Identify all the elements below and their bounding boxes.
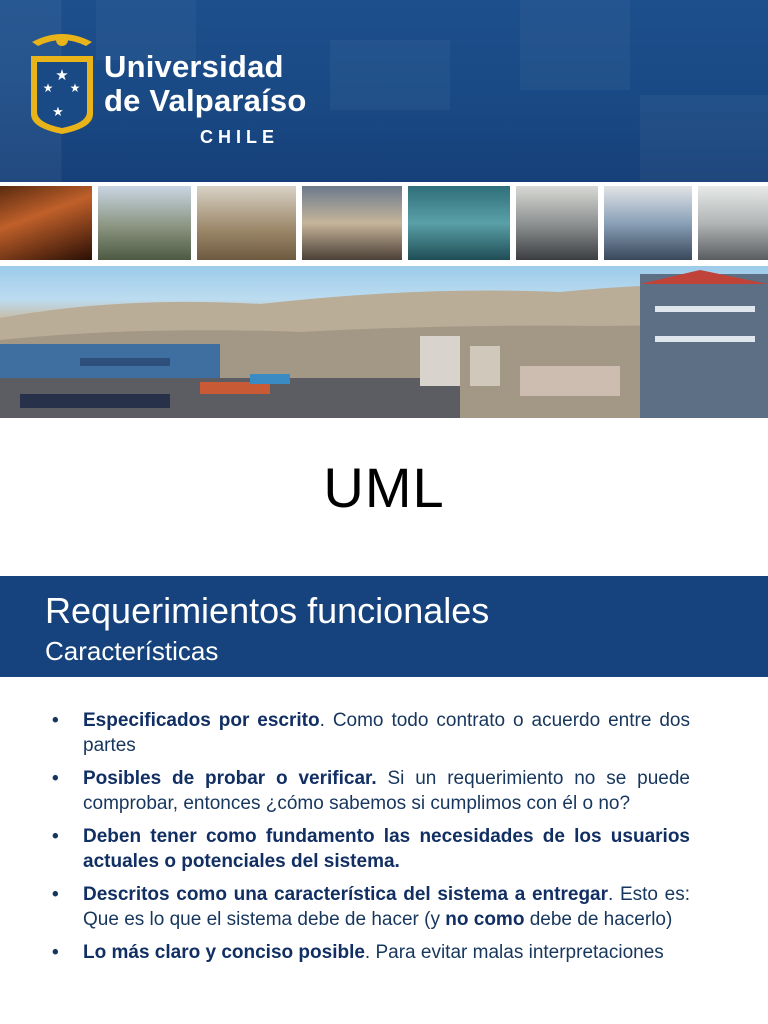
header-texture-tile: [330, 40, 450, 110]
bullet-marker: •: [52, 942, 59, 963]
valparaiso-panorama-image: [0, 266, 768, 418]
svg-text:★: ★: [69, 81, 81, 95]
bullet-bold-text: Especificados por escrito: [83, 710, 320, 731]
photo-laboratory: [698, 186, 768, 260]
logo-text-universidad: Universidad: [104, 49, 284, 84]
bullet-item: [52, 708, 690, 758]
bullet-text: debe de hacerlo): [524, 909, 673, 930]
bullet-text: . Para evitar malas interpretaciones: [364, 942, 664, 963]
bullet-bold-text: Deben tener como fundamento las necesidades de los usuarios actuales o potenciales del sistema.: [83, 826, 690, 872]
photo-theatre: [0, 186, 92, 260]
bullet-marker: •: [52, 826, 59, 847]
logo-text-chile: CHILE: [200, 127, 279, 147]
bullet-marker: •: [52, 710, 59, 731]
photo-strip: [0, 182, 768, 264]
bullet-bold-text: no como: [445, 909, 525, 930]
header-texture-tile: [520, 0, 630, 90]
photo-film-crew: [516, 186, 598, 260]
university-crest-icon: [28, 28, 96, 136]
bullet-bold-text: Lo más claro y conciso posible: [83, 942, 365, 963]
bullet-marker: •: [52, 884, 59, 905]
bullet-item: [52, 766, 690, 816]
photo-surgery: [408, 186, 510, 260]
bullet-marker: •: [52, 768, 59, 789]
bullet-bold-text: Posibles de probar o verificar.: [83, 768, 377, 789]
svg-text:★: ★: [52, 104, 64, 119]
svg-text:★: ★: [42, 81, 54, 95]
bullet-item: [52, 882, 690, 932]
bullet-item: [52, 824, 690, 874]
svg-text:★: ★: [55, 67, 69, 84]
bullet-list: [52, 708, 690, 973]
photo-antenna: [98, 186, 191, 260]
slide2-title: Requerimientos funcionales: [45, 590, 490, 631]
bullet-bold-text: Descritos como una característica del sistema a entregar: [83, 884, 609, 905]
slide2-subtitle: Características: [45, 636, 219, 666]
photo-medicine: [604, 186, 692, 260]
bullet-text: . Como todo contrato o acuerdo entre dos partes: [83, 710, 690, 756]
bullet-text: Si un requerimiento no se puede comprobar, entonces ¿cómo sabemos si cumplimos con él o no?: [83, 768, 690, 814]
university-header-band: [0, 0, 768, 182]
header-texture-tile: [640, 95, 768, 182]
photo-library: [302, 186, 402, 260]
bullet-text: . Esto es: Que es lo que el sistema debe de hacer (y: [83, 884, 690, 930]
bullet-item: [52, 940, 690, 965]
photo-fieldwork: [197, 186, 296, 260]
logo-text-valparaiso: de Valparaíso: [104, 83, 307, 118]
slide-title-uml: UML: [323, 456, 445, 519]
